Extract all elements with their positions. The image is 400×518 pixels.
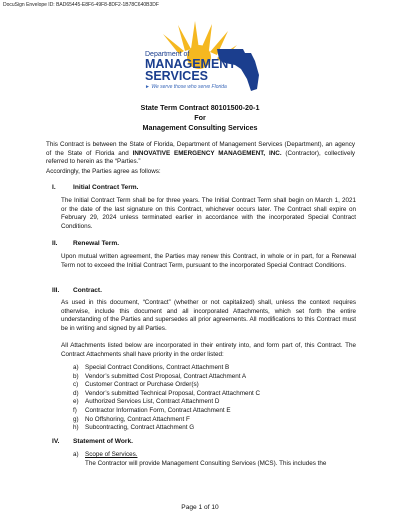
section-ii-heading	[52, 239, 119, 248]
list-item: g) No Offshoring, Contract Attachment F	[73, 415, 190, 423]
scope-mark: a)	[73, 451, 79, 458]
dms-logo	[133, 9, 273, 97]
logo-department-of: Department of	[145, 51, 190, 58]
section-i-title: Initial Contract Term.	[73, 184, 139, 191]
list-item: c) Customer Contract or Purchase Order(s)	[73, 381, 199, 389]
logo-services: SERVICES	[145, 69, 208, 83]
section-iii-number: III.	[52, 287, 60, 294]
section-iii-text2: All Attachments listed below are incorporated in their entirety into, and form part of, this Contract. The Contract Attachments shall have priority in the order listed:	[61, 342, 356, 358]
chevron-right-icon: ►	[145, 84, 152, 90]
agree-paragraph: Accordingly, the Parties agree as follows:	[46, 168, 161, 175]
section-iv-title: Statement of Work.	[73, 438, 133, 445]
list-item: b) Vendor’s submitted Cost Proposal, Contract Attachment A	[73, 372, 247, 380]
section-iv-heading	[52, 437, 133, 446]
scope-heading	[73, 451, 138, 460]
list-item: d) Vendor’s submitted Technical Proposal, Contract Attachment C	[73, 389, 261, 397]
page-number: Page 1 of 10	[181, 504, 219, 511]
contract-title-line1: State Term Contract 80101500-20-1	[140, 103, 260, 112]
scope-text: The Contractor will provide Management Consulting Services (MCS). This includes the	[85, 460, 327, 467]
section-iv-number: IV.	[52, 438, 60, 445]
logo-management: MANAGEMENT	[145, 57, 236, 71]
section-i-heading	[52, 183, 138, 192]
section-i-text: The Initial Contract Term shall be for three years. The Initial Contract Term shall begin on March 1, 2021 or the date of the last signature on this Contract, whichever occurs later. The Contract shall expire on February 29, 2024 unless terminated earlier in accordance with the incorporated Special Contract Conditions.	[61, 197, 356, 230]
intro-text-before: This Contract is between the State of Florida, Department of Management Services (Department), an agency of the State of Florida and	[46, 141, 355, 157]
intro-paragraph	[46, 141, 355, 167]
scope-title: Scope of Services.	[85, 451, 138, 458]
list-item: f) Contractor Information Form, Contract Attachment E	[73, 406, 231, 414]
list-item: e) Authorized Services List, Contract Attachment D	[73, 398, 220, 406]
logo-tagline-text: We serve those who serve Florida	[151, 84, 227, 90]
section-i-number: I.	[52, 184, 56, 191]
section-iii-heading	[52, 286, 102, 295]
logo-tagline	[145, 84, 227, 90]
attachments-list	[73, 364, 260, 433]
intro-text-after: (Contractor), collectively referred to herein as the “Parties.”	[46, 149, 355, 166]
contract-title-line2: For	[194, 113, 206, 122]
section-iii-title: Contract.	[73, 287, 102, 294]
section-ii-number: II.	[52, 240, 58, 247]
section-ii-text: Upon mutual written agreement, the Parties may renew this Contract, in whole or in part, for a Renewal Term not to exceed the Initial Contract Term, pursuant to the incorporated Special Contract Conditions.	[61, 253, 356, 269]
list-item: h) Subcontracting, Contract Attachment G	[73, 424, 195, 432]
contract-title-line3: Management Consulting Services	[142, 123, 258, 132]
docusign-envelope-id: DocuSign Envelope ID: BAD65445-E8F6-49F8-8DF2-1B78C640B3DF	[3, 2, 159, 8]
section-iii-text: As used in this document, “Contract” (whether or not capitalized) shall, unless the context requires otherwise, include this document and all incorporated Attachments, which set forth the entire understanding of the Parties and supersedes all prior agreements. All modifications to this Contract must be in writing and signed by all Parties.	[61, 299, 356, 332]
contractor-name: INNOVATIVE EMERGENCY MANAGEMENT, INC.	[132, 149, 282, 157]
section-ii-title: Renewal Term.	[73, 240, 120, 247]
list-item: a) Special Contract Conditions, Contract Attachment B	[73, 364, 230, 371]
